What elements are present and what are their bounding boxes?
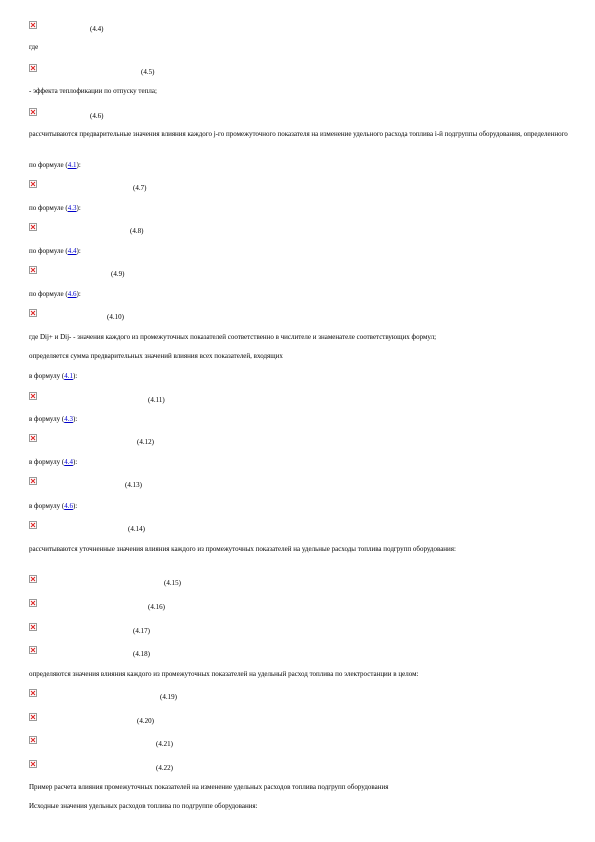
equation-number: (4.19): [160, 693, 177, 701]
paragraph: по формуле (4.4):: [29, 247, 81, 255]
formula-link[interactable]: 4.4: [67, 247, 77, 255]
equation-number: (4.10): [107, 313, 124, 321]
broken-image-icon: [29, 599, 37, 607]
equation-number: (4.16): [148, 603, 165, 611]
paragraph: рассчитываются уточненные значения влияния каждого из промежуточных показателей на удельные расходы топлива подгрупп оборудования:: [29, 545, 456, 553]
equation-number: (4.6): [90, 112, 104, 120]
paragraph: - эффекта теплофикации по отпуску тепла;: [29, 87, 157, 95]
formula-link[interactable]: 4.3: [64, 415, 73, 423]
formula-link[interactable]: 4.4: [64, 458, 73, 466]
broken-image-icon: [29, 223, 37, 231]
paragraph: по формуле (4.1):: [29, 161, 81, 169]
broken-image-icon: [29, 689, 37, 697]
equation-number: (4.20): [137, 717, 154, 725]
broken-image-icon: [29, 521, 37, 529]
formula-link[interactable]: 4.1: [67, 161, 77, 169]
broken-image-icon: [29, 623, 37, 631]
paragraph: Исходные значения удельных расходов топлива по подгруппе оборудования:: [29, 802, 258, 810]
broken-image-icon: [29, 266, 37, 274]
paragraph: по формуле (4.6):: [29, 290, 81, 298]
paragraph: по формуле (4.3):: [29, 204, 81, 212]
equation-number: (4.7): [133, 184, 147, 192]
broken-image-icon: [29, 646, 37, 654]
broken-image-icon: [29, 21, 37, 29]
formula-link[interactable]: 4.3: [67, 204, 77, 212]
equation-number: (4.9): [111, 270, 125, 278]
equation-number: (4.22): [156, 764, 173, 772]
equation-number: (4.4): [90, 25, 104, 33]
paragraph: определяется сумма предварительных значений влияния всех показателей, входящих: [29, 352, 283, 360]
equation-number: (4.11): [148, 396, 165, 404]
paragraph: в формулу (4.4):: [29, 458, 78, 466]
broken-image-icon: [29, 392, 37, 400]
equation-number: (4.12): [137, 438, 154, 446]
broken-image-icon: [29, 309, 37, 317]
formula-link[interactable]: 4.6: [64, 502, 73, 510]
broken-image-icon: [29, 736, 37, 744]
broken-image-icon: [29, 713, 37, 721]
paragraph: в формулу (4.6):: [29, 502, 78, 510]
paragraph: в формулу (4.3):: [29, 415, 78, 423]
paragraph: где: [29, 43, 39, 51]
equation-number: (4.18): [133, 650, 150, 658]
paragraph: определяются значения влияния каждого из промежуточных показателей на удельный расход топлива по электростанции в целом:: [29, 670, 419, 678]
equation-number: (4.8): [130, 227, 144, 235]
broken-image-icon: [29, 180, 37, 188]
paragraph: где Dij+ и Dij- - значения каждого из промежуточных показателей соответственно в числителе и знаменателе соответствующих формул;: [29, 333, 437, 341]
equation-number: (4.15): [164, 579, 181, 587]
equation-number: (4.21): [156, 740, 173, 748]
paragraph: в формулу (4.1):: [29, 372, 78, 380]
broken-image-icon: [29, 434, 37, 442]
formula-link[interactable]: 4.6: [67, 290, 77, 298]
equation-number: (4.13): [125, 481, 142, 489]
paragraph: рассчитываются предварительные значения влияния каждого j-го промежуточного показателя на изменение удельного расхода топлива i-й подгруппы оборудования, определенного: [29, 130, 568, 138]
broken-image-icon: [29, 477, 37, 485]
equation-number: (4.5): [141, 68, 155, 76]
equation-number: (4.17): [133, 627, 150, 635]
equation-number: (4.14): [128, 525, 145, 533]
section-heading: Пример расчета влияния промежуточных показателей на изменение удельных расходов топлива подгрупп оборудования: [29, 783, 389, 791]
broken-image-icon: [29, 64, 37, 72]
broken-image-icon: [29, 108, 37, 116]
broken-image-icon: [29, 575, 37, 583]
broken-image-icon: [29, 760, 37, 768]
formula-link[interactable]: 4.1: [64, 372, 73, 380]
